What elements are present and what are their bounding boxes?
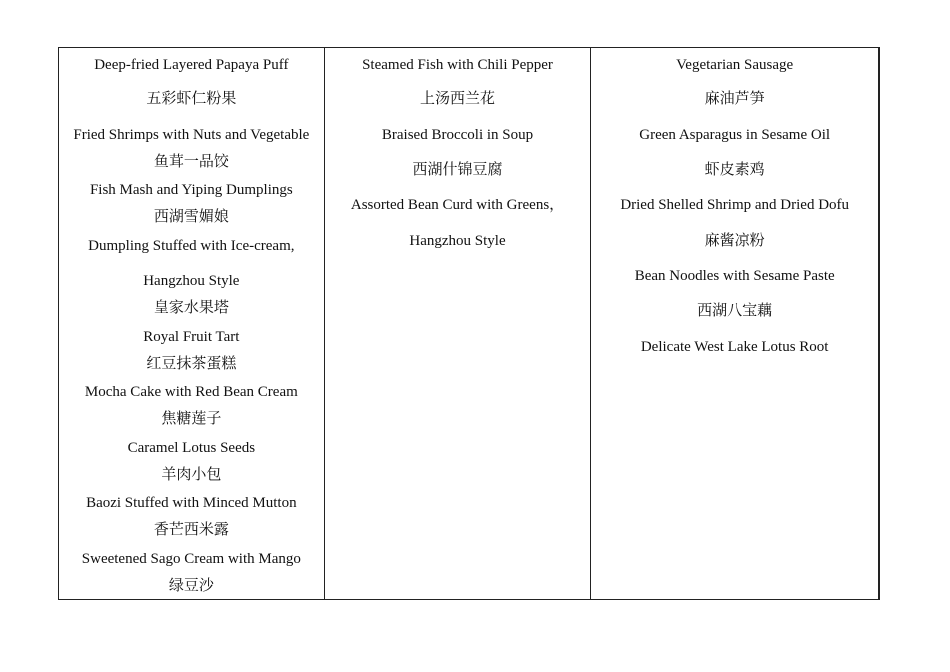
menu-item-text: Mocha Cake with Red Bean Cream [84, 384, 298, 400]
menu-item-text: Braised Broccoli in Soup [381, 127, 534, 143]
menu-column-1 [59, 48, 325, 599]
menu-item-text: Sweetened Sago Cream with Mango [81, 551, 301, 567]
menu-column-2 [325, 48, 592, 599]
menu-item-text: Vegetarian Sausage [676, 57, 794, 73]
menu-item-text: 西湖八宝藕 [697, 303, 773, 319]
menu-item-text: Delicate West Lake Lotus Root [640, 339, 829, 355]
menu-item-text: 麻酱凉粉 [704, 233, 765, 249]
menu-column-3 [591, 48, 878, 599]
menu-item-text: Hangzhou Style [143, 273, 240, 289]
menu-item-text: Caramel Lotus Seeds [127, 440, 256, 456]
menu-item-text: 虾皮素鸡 [704, 162, 765, 178]
menu-item-text: Green Asparagus in Sesame Oil [639, 127, 831, 143]
menu-item-text: Baozi Stuffed with Minced Mutton [86, 495, 297, 511]
menu-item-text: Bean Noodles with Sesame Paste [634, 268, 835, 284]
menu-item-text: 西湖什锦豆腐 [412, 162, 503, 178]
menu-item-text: Fish Mash and Yiping Dumplings [89, 182, 293, 198]
menu-item-text: Steamed Fish with Chili Pepper [362, 57, 553, 73]
menu-item-text: Fried Shrimps with Nuts and Vegetable [73, 127, 310, 143]
menu-item-text: Royal Fruit Tart [143, 329, 240, 345]
menu-item-text: 鱼茸一品饺 [153, 154, 229, 170]
menu-item-text: Dumpling Stuffed with Ice-cream, [88, 238, 295, 254]
menu-item-text: Dried Shelled Shrimp and Dried Dofu [620, 197, 850, 213]
menu-item-text: 香芒西米露 [153, 522, 229, 538]
menu-item-text: 红豆抹茶蛋糕 [146, 356, 237, 372]
menu-item-text: 五彩虾仁粉果 [146, 91, 237, 107]
menu-item-text: Hangzhou Style [409, 233, 506, 249]
menu-item-text: 羊肉小包 [161, 467, 222, 483]
menu-item-text: 绿豆沙 [168, 578, 214, 594]
menu-item-text: 麻油芦笋 [704, 91, 765, 107]
menu-item-text: 焦糖莲子 [161, 411, 222, 427]
menu-item-text: 上汤西兰花 [420, 91, 496, 107]
menu-item-text: 西湖雪媚娘 [153, 209, 229, 225]
menu-item-text: 皇家水果塔 [153, 300, 229, 316]
menu-table [58, 47, 880, 600]
menu-item-text: Deep-fried Layered Papaya Puff [94, 57, 289, 73]
menu-item-text: Assorted Bean Curd with Greens， [350, 197, 565, 213]
